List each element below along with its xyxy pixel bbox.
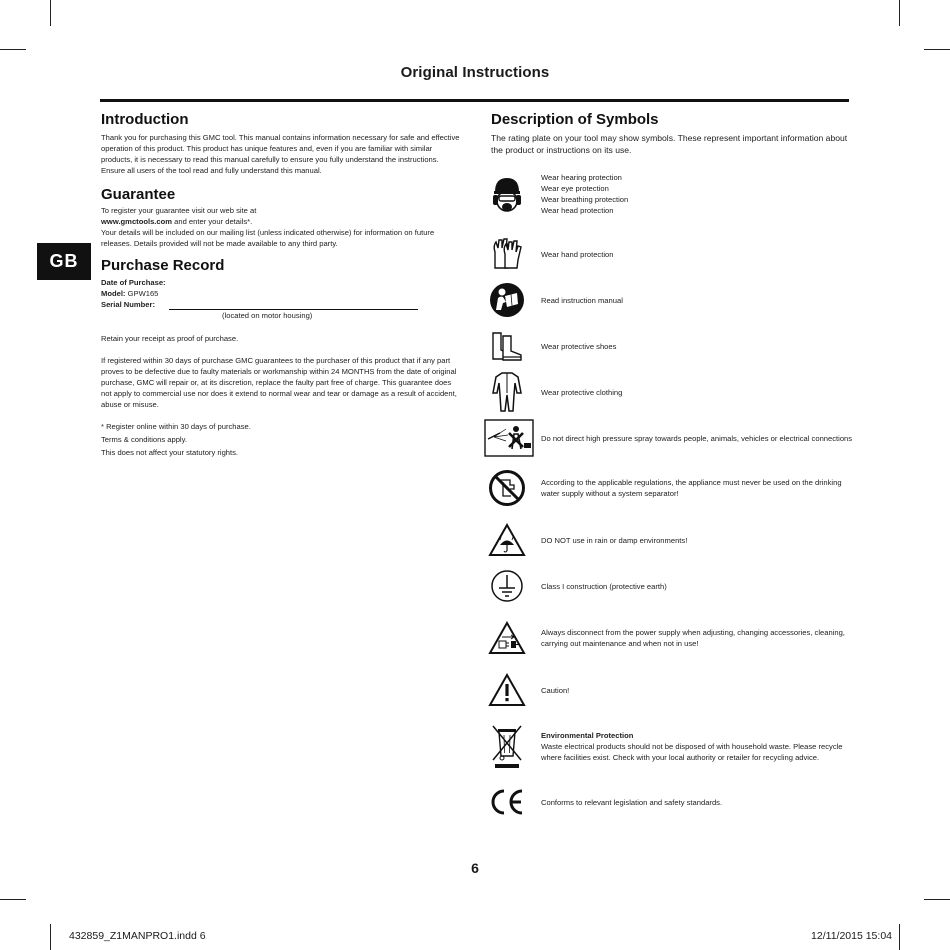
guarantee-line: releases. Details provided will not be made available to any third party. (101, 239, 338, 248)
guarantee-terms-line: purchase, GMC will repair or, at its discretion, replace the faulty part free of charge. This guarantee does (101, 378, 452, 387)
intro-line: Ensure all users of the tool read and fully understand this manual. (101, 166, 322, 175)
model-value: GPW165 (127, 289, 159, 298)
caution-icon (484, 669, 530, 711)
disconnect-plug-icon (484, 617, 530, 659)
symbol-text (541, 341, 616, 352)
page-header-title: Original Instructions (400, 64, 550, 81)
date-of-purchase-label: Date of Purchase: (101, 278, 166, 287)
symbol-line: Wear hearing protection (541, 173, 622, 182)
guarantee-website-line (101, 216, 461, 227)
symbol-row (484, 233, 854, 275)
symbol-row (484, 721, 854, 771)
crop-mark (899, 924, 900, 950)
symbol-row (484, 467, 854, 509)
page-number: 6 (471, 860, 479, 876)
symbol-row (484, 781, 854, 823)
intro-line: products, it is necessary to read this manual carefully to ensure you fully understand the instructions. (101, 155, 439, 164)
ce-mark-icon (484, 781, 530, 823)
guarantee-terms-line: If registered within 30 days of purchase GMC guarantees to the purchaser of this product that if any part (101, 356, 451, 365)
purchase-record-heading: Purchase Record (101, 257, 225, 274)
symbol-text (541, 172, 628, 216)
symbol-row (484, 371, 854, 413)
crop-mark (899, 0, 900, 26)
symbol-text (541, 433, 852, 444)
symbols-description-line: the product or instructions on its use. (491, 145, 632, 155)
terms-note: Terms & conditions apply. (101, 435, 187, 444)
serial-number-field (169, 301, 418, 310)
symbol-line: Wear protective clothing (541, 387, 623, 397)
symbols-heading: Description of Symbols (491, 111, 659, 128)
symbol-title: Environmental Protection (541, 730, 634, 740)
intro-line: Thank you for purchasing this GMC tool. This manual contains information necessary for safe and effective (101, 133, 460, 142)
symbol-line: where facilities exist. Check with your local authority or retailer for recycling advice. (541, 752, 820, 762)
symbol-line: According to the applicable regulations, the appliance must never be used on the drinking (541, 478, 842, 487)
guarantee-line: To register your guarantee visit our web site at (101, 206, 257, 215)
symbol-line: water supply without a system separator! (541, 489, 679, 498)
gloves-icon (484, 233, 530, 275)
symbol-row (484, 519, 854, 561)
retain-receipt-text: Retain your receipt as proof of purchase. (101, 334, 239, 343)
crop-mark (50, 924, 51, 950)
crop-mark (924, 49, 950, 50)
symbol-text (541, 249, 613, 260)
protective-earth-icon (484, 565, 530, 607)
guarantee-terms-line: proves to be defective due to faulty materials or workmanship within 24 MONTHS from the date of original (101, 367, 457, 376)
symbol-text (541, 477, 842, 499)
model-row (101, 288, 461, 299)
symbol-line: Always disconnect from the power supply when adjusting, changing accessories, cleaning, (541, 628, 845, 637)
crop-mark (50, 0, 51, 26)
header-rule (100, 99, 849, 102)
weee-bin-icon (484, 721, 530, 771)
symbol-text (541, 387, 622, 398)
symbol-row (484, 325, 854, 367)
right-column (491, 111, 851, 156)
register-note: * Register online within 30 days of purchase. (101, 422, 251, 431)
footer-timestamp: 12/11/2015 15:04 (811, 930, 892, 942)
symbols-description-line: The rating plate on your tool may show symbols. These represent important information about (491, 133, 848, 143)
symbol-line: Conforms to relevant legislation and safety standards. (541, 797, 723, 807)
intro-line: operation of this product. This product has unique features and, even if you are familiar with similar (101, 144, 433, 153)
symbol-line: Do not direct high pressure spray towards people, animals, vehicles or electrical connections (541, 433, 853, 443)
boots-icon (484, 325, 530, 367)
guarantee-line-suffix: and enter your details*. (172, 217, 253, 226)
guarantee-heading: Guarantee (101, 186, 176, 203)
ppe-head-icon (484, 173, 530, 215)
statutory-note: This does not affect your statutory rights. (101, 448, 239, 457)
introduction-heading: Introduction (101, 111, 189, 128)
read-manual-icon (484, 279, 530, 321)
symbol-row (484, 279, 854, 321)
symbol-text (541, 730, 843, 763)
crop-mark (0, 899, 26, 900)
rain-warning-icon (484, 519, 530, 561)
symbol-row (484, 669, 854, 711)
symbol-line: Wear head protection (541, 206, 614, 215)
symbol-text (541, 685, 569, 696)
symbol-line: DO NOT use in rain or damp environments! (541, 535, 688, 545)
symbol-line: Wear hand protection (541, 249, 614, 259)
symbol-row (484, 565, 854, 607)
serial-number-label: Serial Number: (101, 300, 156, 309)
symbol-line: Waste electrical products should not be disposed of with household waste. Please recycle (541, 741, 843, 751)
symbol-row (484, 173, 854, 215)
guarantee-terms-line: abuse or misuse. (101, 400, 159, 409)
website-link[interactable]: www.gmctools.com (101, 217, 173, 226)
symbol-text (541, 535, 687, 546)
crop-mark (0, 49, 26, 50)
no-drinking-water-icon (484, 467, 530, 509)
guarantee-terms-line: not apply to commercial use nor does it extend to normal wear and tear or damage as a result of accident, (101, 389, 457, 398)
crop-mark (924, 899, 950, 900)
language-tab: GB (37, 243, 91, 280)
symbol-text (541, 797, 722, 808)
symbol-row (484, 417, 854, 459)
symbol-line: Class I construction (protective earth) (541, 581, 667, 591)
symbol-line: Wear protective shoes (541, 341, 617, 351)
guarantee-line: Your details will be included on our mailing list (unless indicated otherwise) for information on future (101, 228, 435, 237)
coverall-icon (484, 371, 530, 413)
symbol-text (541, 295, 623, 306)
footer-filename: 432859_Z1MANPRO1.indd 6 (69, 930, 206, 942)
no-spray-people-icon (484, 417, 534, 459)
model-label: Model: (101, 289, 126, 298)
symbol-line: Wear breathing protection (541, 195, 629, 204)
serial-row (101, 299, 461, 310)
symbol-line: Read instruction manual (541, 295, 623, 305)
serial-location-note: (located on motor housing) (222, 311, 313, 320)
symbol-text (541, 627, 845, 649)
symbol-line: carrying out maintenance and when not in use! (541, 639, 699, 648)
symbol-text (541, 581, 667, 592)
symbol-row (484, 617, 854, 659)
symbol-line: Wear eye protection (541, 184, 609, 193)
symbol-line: Caution! (541, 685, 570, 695)
left-column (101, 111, 461, 458)
